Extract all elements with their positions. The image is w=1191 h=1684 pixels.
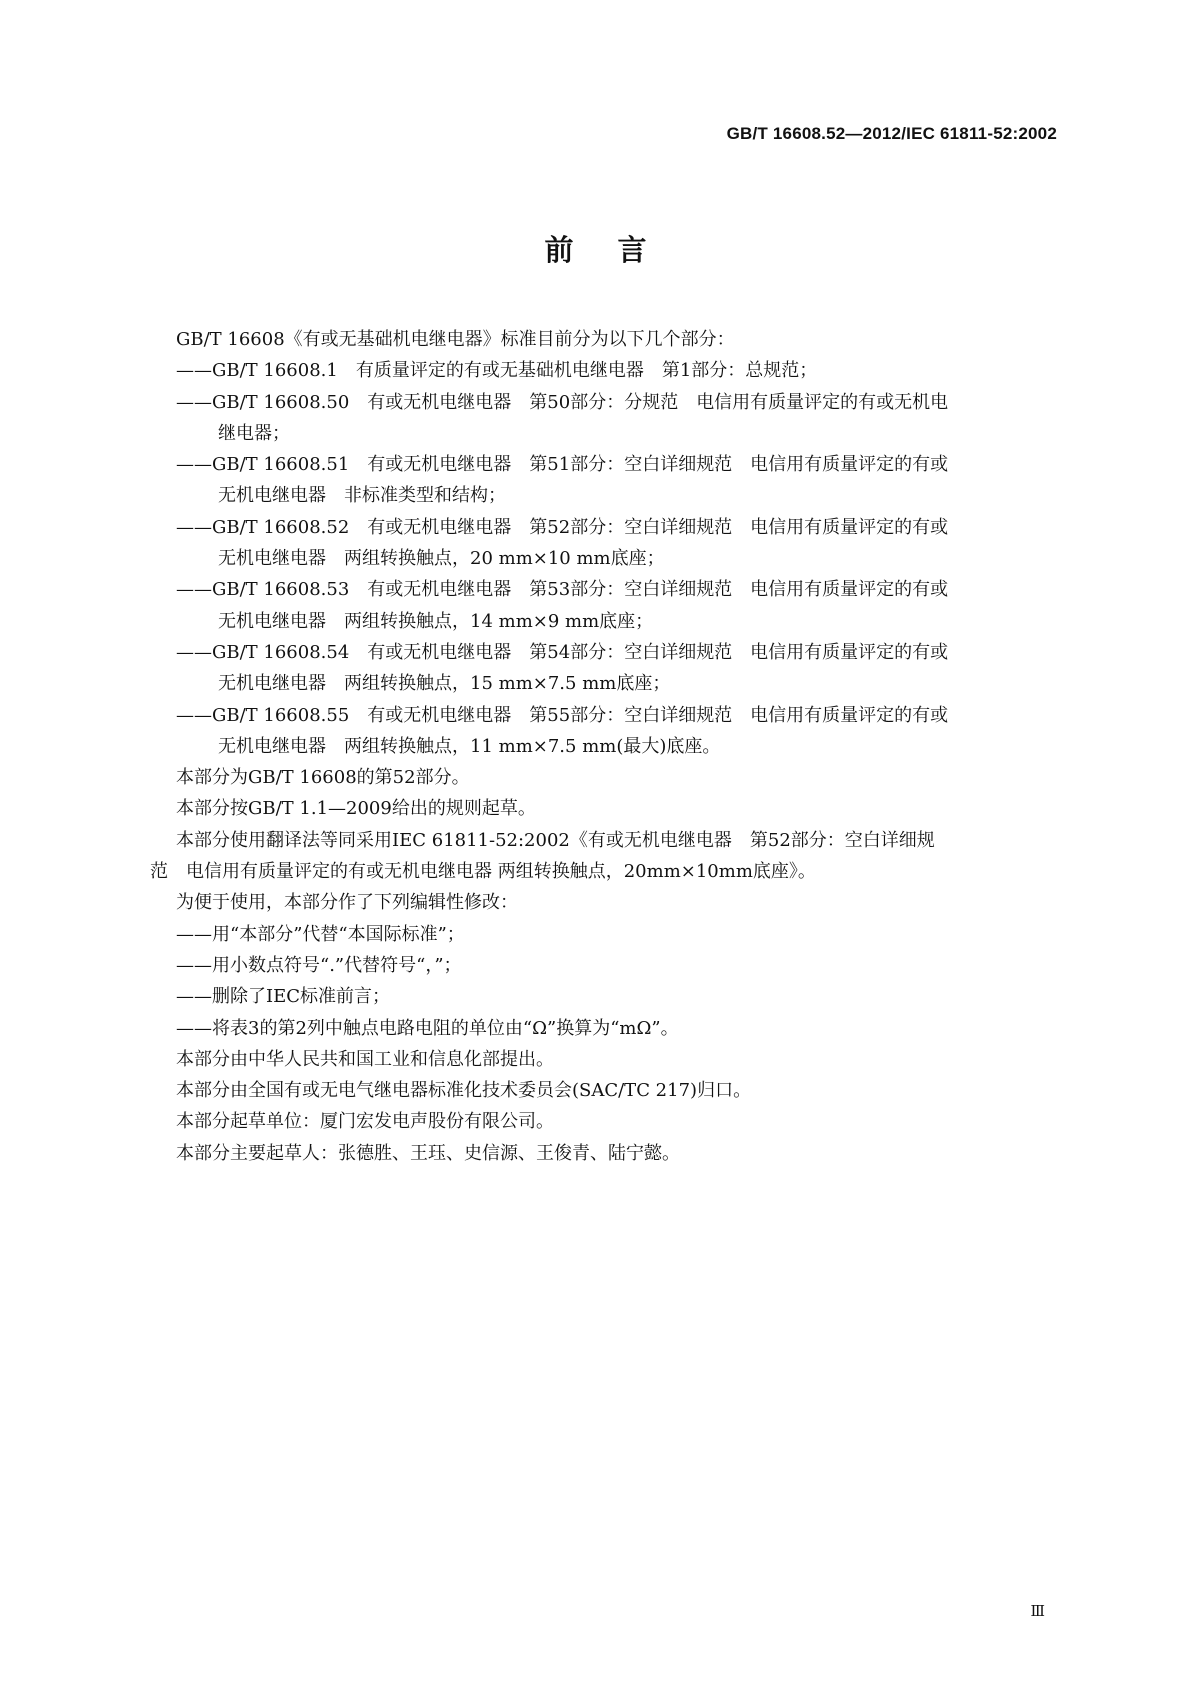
page-number: Ⅲ [1030,1602,1045,1620]
list-item-continuation: 无机电继电器 两组转换触点，14 mm×9 mm底座； [218,610,654,632]
list-item-continuation: 无机电继电器 两组转换触点，15 mm×7.5 mm底座； [218,673,671,695]
parts-list [150,355,1060,762]
list-item-line: ——GB/T 16608.54 有或无机电继电器 第54部分：空白详细规范 电信用有质量评定的有或 [176,641,949,663]
edits-list [150,919,1060,1044]
list-item [150,512,1060,575]
page-title: 前言 [544,233,691,267]
drafters-statement: 本部分主要起草人：张德胜、王珏、史信源、王俊青、陆宁懿。 [176,1142,680,1164]
list-item-continuation: 无机电继电器 两组转换触点，11 mm×7.5 mm(最大)底座。 [218,735,721,757]
list-item-line: ——GB/T 16608.55 有或无机电继电器 第55部分：空白详细规范 电信用有质量评定的有或 [176,704,949,726]
translation-statement [150,825,1060,888]
list-item [150,387,1060,450]
translation-line-1: 本部分使用翻译法等同采用IEC 61811-52:2002《有或无机电继电器 第52部分：空白详细规 [176,829,935,851]
list-item: ——删除了IEC标准前言； [176,986,391,1008]
list-item [150,574,1060,637]
drafting-rules-statement: 本部分按GB/T 1.1—2009给出的规则起草。 [176,798,536,820]
list-item: ——用小数点符号“.”代替符号“，”； [176,954,462,976]
translation-line-2: 范 电信用有质量评定的有或无机电继电器 两组转换触点，20mm×10mm底座》。 [150,861,816,883]
list-item-line: ——GB/T 16608.53 有或无机电继电器 第53部分：空白详细规范 电信用有质量评定的有或 [176,579,949,601]
edit-intro-statement: 为便于使用，本部分作了下列编辑性修改： [176,892,518,914]
list-item-continuation: 继电器； [218,422,290,444]
list-item: ——将表3的第2列中触点电路电阻的单位由“Ω”换算为“mΩ”。 [176,1017,679,1039]
list-item-line: ——GB/T 16608.50 有或无机电继电器 第50部分：分规范 电信用有质量评定的有或无机电 [176,391,949,413]
list-item-line: ——GB/T 16608.1 有质量评定的有或无基础机电继电器 第1部分：总规范； [176,360,818,382]
list-item [150,637,1060,700]
list-item: ——用“本部分”代替“本国际标准”； [176,923,465,945]
list-item [150,449,1060,512]
list-item-continuation: 无机电继电器 两组转换触点，20 mm×10 mm底座； [218,548,665,570]
list-item [150,700,1060,763]
committee-statement: 本部分由全国有或无电气继电器标准化技术委员会(SAC/TC 217)归口。 [176,1080,752,1102]
document-code-header: GB/T 16608.52—2012/IEC 61811-52:2002 [726,124,1057,143]
intro-paragraph: GB/T 16608《有或无基础机电继电器》标准目前分为以下几个部分： [176,329,735,350]
list-item-line: ——GB/T 16608.52 有或无机电继电器 第52部分：空白详细规范 电信用有质量评定的有或 [176,516,949,538]
drafting-unit-statement: 本部分起草单位：厦门宏发电声股份有限公司。 [176,1111,554,1133]
list-item-continuation: 无机电继电器 非标准类型和结构； [218,485,506,507]
proposer-statement: 本部分由中华人民共和国工业和信息化部提出。 [176,1048,554,1070]
list-item-line: ——GB/T 16608.51 有或无机电继电器 第51部分：空白详细规范 电信用有质量评定的有或 [176,454,949,476]
foreword-body [150,324,1060,1169]
part-of-statement: 本部分为GB/T 16608的第52部分。 [176,767,470,789]
list-item [150,355,1060,386]
